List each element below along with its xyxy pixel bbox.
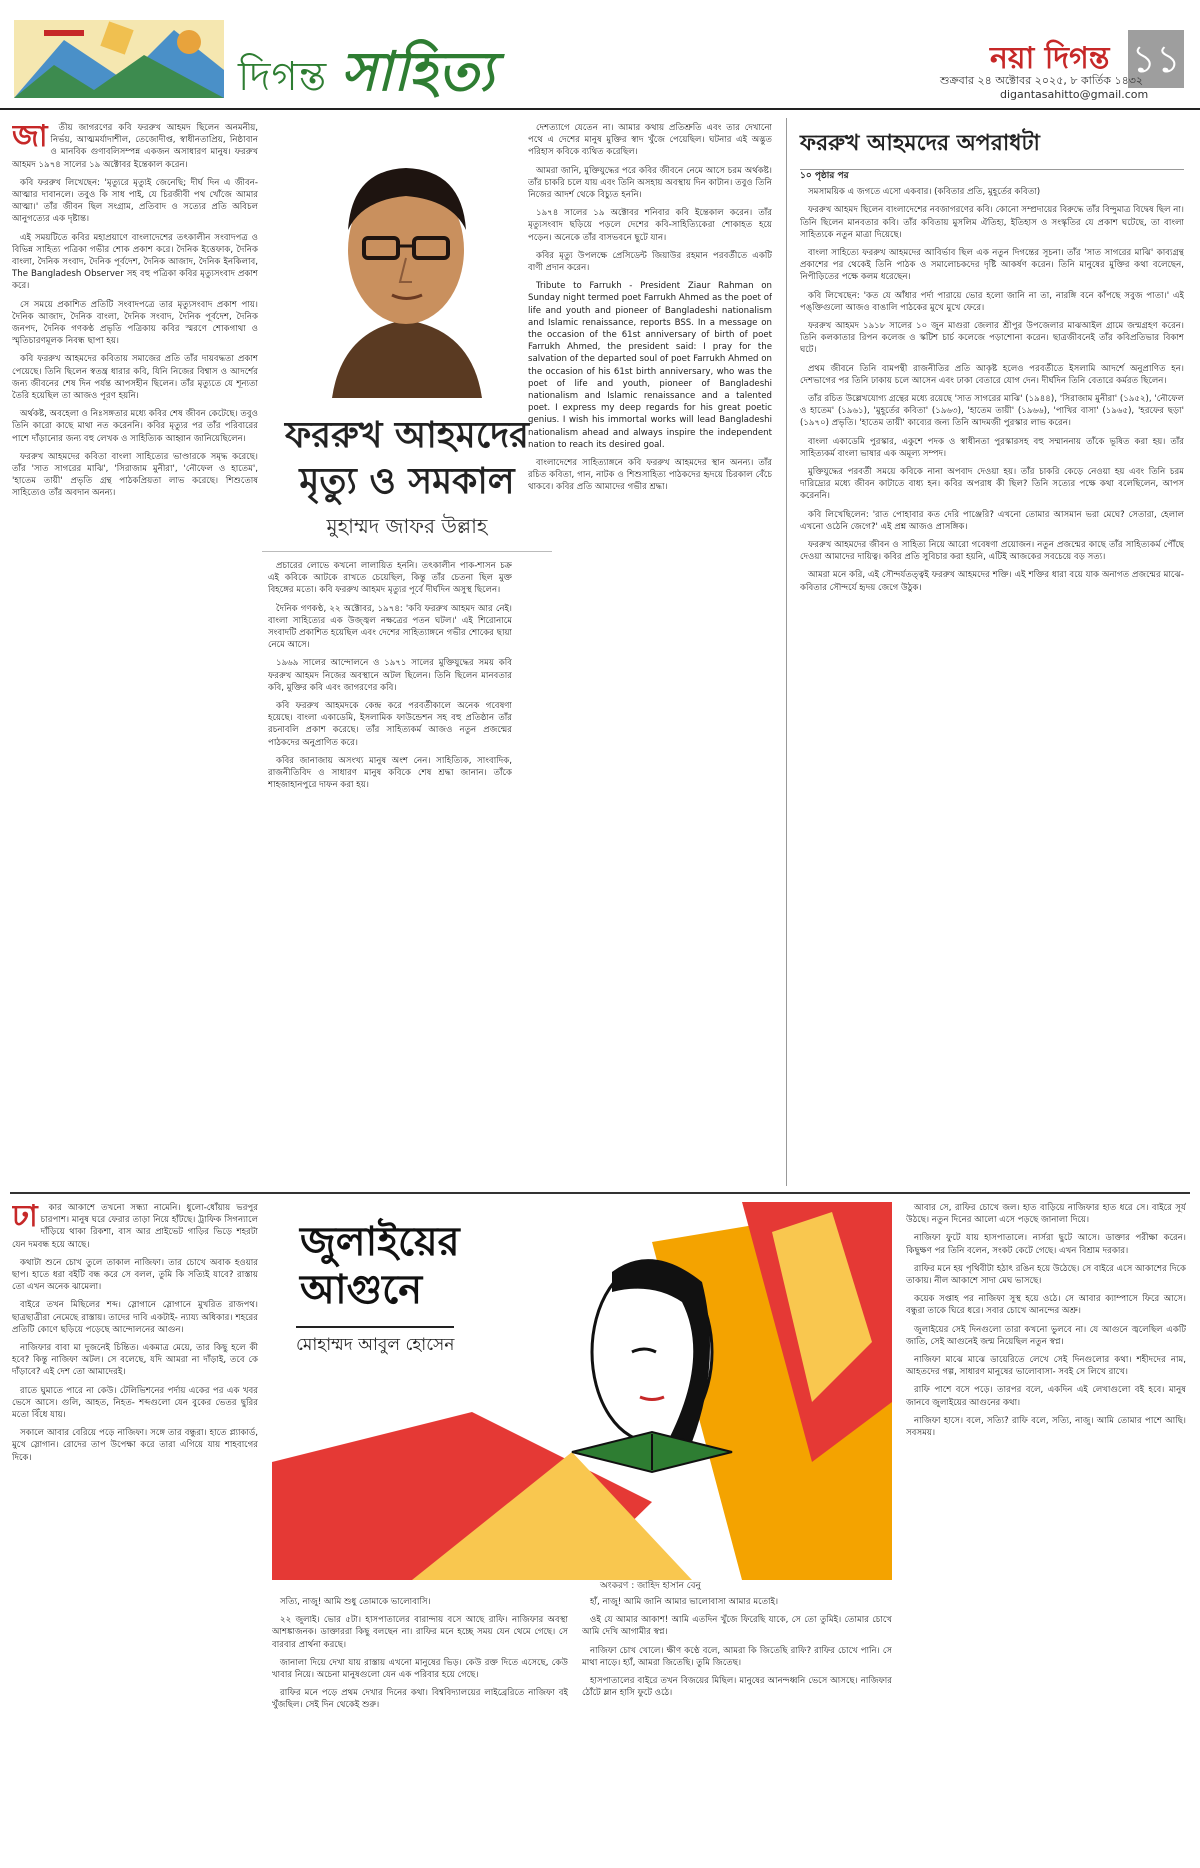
article2-paragraph: মুক্তিযুদ্ধের পরবর্তী সময়ে কবিকে নানা অপবাদ দেওয়া হয়। তাঁর চাকরি কেড়ে নেওয়া হয় এবং তিনি চরম দারিদ্র্যের মধ্যে জীবন কাটাতে বাধ্য হন। কবির অপরাধ কী ছিল? তিনি সত্যের পক্ষে কথা বলেছিলেন, আপস করেননি। — [800, 467, 1184, 502]
article3-paragraph: কার আকাশে তখনো সন্ধ্যা নামেনি। ধুলো-ধোঁয়ায় ভরপুর চারপাশ। মানুষ ঘরে ফেরার তাড়া নিয়ে হাঁটছে। ট্রাফিক সিগন্যালে দাঁড়িয়ে থাকা রিকশা, বাস আর প্রাইভেট গাড়ির ভিড়ে শহরটা যেন দমবন্ধ হয়ে আছে। — [12, 1203, 258, 1250]
dateline: শুক্রবার ২৪ অক্টোবর ২০২৫, ৮ কার্তিক ১৪৩২ — [940, 74, 1144, 87]
article3-paragraph: রাফি পাশে বসে পড়ে। তারপর বলে, একদিন এই লেখাগুলো বই হবে। মানুষ জানবে জুলাইয়ের আগুনের কথা। — [906, 1385, 1186, 1408]
article3-paragraph: নাজিফা মাঝে মাঝে ডায়েরিতে লেখে সেই দিনগুলোর কথা। শহীদদের নাম, আহতদের গল্প, সাধারণ মানুষের ভালোবাসা- সবই সে লিখে রাখে। — [906, 1355, 1186, 1378]
article3-paragraph: সকালে আবার বেরিয়ে পড়ে নাজিফা। সঙ্গে তার বন্ধুরা। হাতে প্ল্যাকার্ড, মুখে স্লোগান। রোদের তাপ উপেক্ষা করে তারা এগিয়ে যায় শাহবাগের দিকে। — [12, 1428, 258, 1463]
page-number-badge: ১১ — [1128, 30, 1184, 88]
article1-paragraph: সে সময়ে প্রকাশিত প্রতিটি সংবাদপত্রে তার মৃত্যুসংবাদ প্রকাশ পায়। দৈনিক আজাদ, দৈনিক বাংলা, দৈনিক সংবাদ, দৈনিক পূর্বদেশ, দৈনিক জনপদ, দৈনিক গণকণ্ঠ প্রভৃতি পত্রিকায় কবির স্মরণে শোকগাথা ও স্মৃতিচারণমূলক নিবন্ধ ছাপা হয়। — [12, 299, 258, 347]
article3-paragraph: কয়েক সপ্তাহ পর নাজিফা সুস্থ হয়ে ওঠে। সে আবার ক্যাম্পাসে ফিরে আসে। বন্ধুরা তাকে ঘিরে ধরে। সবার চোখে আনন্দের অশ্রু। — [906, 1294, 1186, 1317]
article1-paragraph: দৈনিক গণকণ্ঠ, ২২ অক্টোবর, ১৯৭৪: 'কবি ফররুখ আহমদ আর নেই। বাংলা সাহিত্যের এক উজ্জ্বল নক্ষত্রের পতন ঘটল।' এই শিরোনামে সংবাদটি প্রকাশিত হয়েছিল এবং দেশের সাহিত্যাঙ্গনে গভীর শোকের ছায়া নেমে আসে। — [268, 603, 512, 651]
illustration-credit: অংকরণ : জাহিদ হাসান বেনু — [600, 1581, 701, 1591]
article2-paragraph: কবি লিখেছিলেন: 'রাত পোহাবার কত দেরি পাঞ্জেরি? এখনো তোমার আসমান ভরা মেঘে? সেতারা, হেলাল এখনো ওঠেনি জেগে?' এই প্রশ্ন আজও প্রাসঙ্গিক। — [800, 509, 1184, 532]
article3-paragraph: রাতে ঘুমাতে পারে না কেউ। টেলিভিশনের পর্দায় একের পর এক খবর ভেসে আসে। গুলি, আহত, নিহত- শব্দগুলো যেন বুকের ভেতর ছুরির মতো বিঁধে যায়। — [12, 1385, 258, 1421]
article1-column-2 — [268, 560, 512, 1180]
article3-paragraph: জানালা দিয়ে দেখা যায় রাস্তায় এখনো মানুষের ভিড়। কেউ রক্ত দিতে এসেছে, কেউ খাবার নিয়ে। অচেনা মানুষগুলো যেন এক পরিবার হয়ে গেছে। — [272, 1657, 568, 1681]
article3-title-line-2: আগুনে — [300, 1266, 423, 1313]
article1-column-3 — [528, 122, 772, 1182]
article2-body — [800, 170, 1184, 1180]
article1-paragraph: কবি ফররুখ লিখেছেন: 'মৃত্যুরে মৃত্যুই জেনেছি; দীর্ঘ দিন এ জীবন- আত্মার দাবানলে। তবুও কি সাধ পাই, যে চিরজীবী পথ খোঁজে আমার আত্মা।' তাঁর জীবন ছিল সংগ্রাম, প্রতিবাদ ও সত্যের প্রতি অবিচল আনুগত্যের এক দৃষ্টান্ত। — [12, 177, 258, 225]
section-divider — [10, 1192, 1190, 1194]
article1-paragraph: ১৯৬৯ সালের আন্দোলনে ও ১৯৭১ সালের মুক্তিযুদ্ধের সময় কবি ফররুখ আহমদ নিজের অবস্থানে অটল ছিলেন। তিনি ছিলেন মানবতার কবি, মুক্তির কবি এবং জাগরণের কবি। — [268, 658, 512, 693]
article3-paragraph: নাজিফা হাসে। বলে, সত্যি? রাফি বলে, সত্যি, নাজু। আমি তোমার পাশে আছি। সবসময়। — [906, 1415, 1186, 1439]
article2-paragraph: বাংলা সাহিত্যে ফররুখ আহমদের আবির্ভাব ছিল এক নতুন দিগন্তের সূচনা। তাঁর 'সাত সাগরের মাঝি' কাব্যগ্রন্থ প্রকাশের পর থেকেই তিনি পাঠক ও সমালোচকদের দৃষ্টি আকর্ষণ করেন। তিনি মানুষের মুক্তির কথা বলেছেন, নিপীড়িতের পক্ষে কলম ধরেছেন। — [800, 248, 1184, 283]
paper-name: নয়া দিগন্ত — [990, 41, 1110, 76]
article2-title: ফররুখ আহমদের অপরাধটা — [800, 126, 1184, 170]
article1-paragraph: ১৯৭৪ সালের ১৯ অক্টোবর শনিবার কবি ইন্তেকাল করেন। তাঁর মৃত্যুসংবাদ ছড়িয়ে পড়লে দেশের কবি-সাহিত্যিকেরা শোকাহত হয়ে পড়েন। অনেকে তাঁর বাসভবনে ছুটে যান। — [528, 208, 772, 243]
article2-continued-label: ১০ পৃষ্ঠার পর — [800, 171, 849, 181]
article2-paragraph: তাঁর রচিত উল্লেখযোগ্য গ্রন্থের মধ্যে রয়েছে 'সাত সাগরের মাঝি' (১৯৪৪), 'সিরাজাম মুনীরা' (১৯৫২), 'নৌফেল ও হাতেম' (১৯৬১), 'মুহূর্তের কবিতা' (১৯৬৩), 'হাতেম তায়ী' (১৯৬৬), 'পাখির বাসা' (১৯৬৫), 'হরফের ছড়া' (১৯৭০) প্রভৃতি। 'হাতেম তায়ী' কাব্যের জন্য তিনি আদমজী পুরস্কার লাভ করেন। — [800, 394, 1184, 429]
article3-paragraph: নাজিফা চোখ খোলে। ক্ষীণ কণ্ঠে বলে, আমরা কি জিতেছি রাফি? রাফির চোখে পানি। সে মাথা নাড়ে। হ্যাঁ, আমরা জিতেছি। তুমি জিতেছ। — [582, 1645, 892, 1668]
article3-author: মোহাম্মদ আবুল হোসেন — [296, 1326, 454, 1360]
article2-paragraph: ফররুখ আহমদ ছিলেন বাংলাদেশের নবজাগরণের কবি। কোনো সম্প্রদায়ের বিরুদ্ধে তাঁর বিন্দুমাত্র বিদ্বেষ ছিল না। তিনি ছিলেন মানবতার কবি। তাঁর কবিতায় মুসলিম ঐতিহ্য, ইতিহাস ও সংস্কৃতির যে প্রকাশ ঘটেছে, তা বাংলা সাহিত্যকে নতুন মাত্রা দিয়েছে। — [800, 205, 1184, 240]
article3-paragraph: ওই যে আমার আকাশ! আমি এতদিন খুঁজে ফিরেছি যাকে, সে তো তুমিই। তোমার চোখে আমি দেখি আগামীর স্বপ্ন। — [582, 1615, 892, 1638]
article1-paragraph: কবির মৃত্যু উপলক্ষে প্রেসিডেন্ট জিয়াউর রহমান পরবর্তীতে একটি বাণী প্রদান করেন। — [528, 250, 772, 274]
article1-paragraph: এই সময়টিতে কবির মহাপ্রয়াণে বাংলাদেশের তৎকালীন সংবাদপত্র ও বিভিন্ন সাহিত্য পত্রিকা গভীর শোক প্রকাশ করে। দৈনিক ইত্তেফাক, দৈনিক বাংলা, দৈনিক সংবাদ, দৈনিক পূর্বদেশ, দৈনিক আজাদ, দৈনিক ইনকিলাব, The Bangladesh Observer সহ বহু পত্রিকা কবির মৃত্যুসংবাদ প্রকাশ করে। — [12, 232, 258, 292]
article1-paragraph: অর্থকষ্ট, অবহেলা ও নিঃসঙ্গতার মধ্যে কবির শেষ জীবন কেটেছে। তবুও তিনি কারো কাছে মাথা নত করেননি। কবির মৃত্যুর পর তাঁর পরিবারের পাশে দাঁড়ানোর জন্য বহু লেখক ও সাহিত্যিক আহ্বান জানিয়েছিলেন। — [12, 409, 258, 444]
article1-paragraph: প্রচারের লোভে কখনো লালায়িত হননি। তৎকালীন পাক-শাসন চক্র এই কবিকে আটকে রাখতে চেয়েছিল, কিন্তু তাঁর চেতনা ছিল মুক্ত বিহঙ্গের মতো। কবি ফররুখ আহমদ মৃত্যুর পূর্বে দীর্ঘদিন অসুস্থ ছিলেন। — [268, 561, 512, 596]
article3-paragraph: নাজিফার বাবা মা দুজনেই চিন্তিত। একমাত্র মেয়ে, তার কিছু হলে কী হবে? কিন্তু নাজিফা অটল। সে বলেছে, যদি আমরা না দাঁড়াই, তবে কে দাঁড়াবে? এই দেশ তো আমাদেরই। — [12, 1343, 258, 1378]
section-word-1: দিগন্ত — [238, 54, 328, 100]
section-title — [238, 30, 495, 120]
article3-column-2 — [272, 1596, 568, 1854]
article1-paragraph: আমরা জানি, মুক্তিযুদ্ধের পরে কবির জীবনে নেমে আসে চরম অর্থকষ্ট। তাঁর চাকরি চলে যায় এবং তিনি অসহায় অবস্থায় দিন কাটান। তবুও তিনি নিজের আদর্শ থেকে বিচ্যুত হননি। — [528, 165, 772, 201]
article3-paragraph: রাফির মনে হয় পৃথিবীটা হঠাৎ রঙিন হয়ে উঠেছে। সে বাইরে এসে আকাশের দিকে তাকায়। নীল আকাশে সাদা মেঘ ভাসছে। — [906, 1263, 1186, 1287]
article1-paragraph: ফররুখ আহমদের কবিতা বাংলা সাহিত্যের ভাণ্ডারকে সমৃদ্ধ করেছে। তাঁর 'সাত সাগরের মাঝি', 'সিরাজাম মুনীরা', 'নৌফেল ও হাতেম', 'হাতেম তায়ী' প্রভৃতি গ্রন্থ পাঠকপ্রিয়তা লাভ করেছে। শিশুতোষ সাহিত্যেও তাঁর অবদান অনন্য। — [12, 451, 258, 499]
article2-paragraph: সমসাময়িক এ জগতে এসো একবার। (কবিতার প্রতি, মুহূর্তের কবিতা) — [808, 187, 1041, 198]
article3-paragraph: সত্যি, নাজু! আমি শুধু তোমাকে ভালোবাসি। — [280, 1597, 431, 1607]
poet-portrait — [272, 130, 540, 398]
article3-paragraph: রাফির মনে পড়ে প্রথম দেখার দিনের কথা। বিশ্ববিদ্যালয়ের লাইব্রেরিতে নাজিফা বই খুঁজছিল। সেই দিন থেকেই শুরু। — [272, 1688, 568, 1711]
article1-paragraph: কবি ফররুখ আহমদকে কেন্দ্র করে পরবর্তীকালে অনেক গবেষণা হয়েছে। বাংলা একাডেমি, ইসলামিক ফাউন্ডেশন সহ বহু প্রতিষ্ঠান তাঁর রচনাবলি প্রকাশ করেছে। তাঁর সাহিত্যকর্ম আজও নতুন প্রজন্মের পাঠকদের অনুপ্রাণিত করে। — [268, 701, 512, 748]
article3-column-3 — [582, 1596, 892, 1854]
article3-paragraph: ২২ জুলাই। ভোর ৫টা। হাসপাতালের বারান্দায় বসে আছে রাফি। নাজিফার অবস্থা আশঙ্কাজনক। ডাক্তাররা কিছু বলছেন না। রাফির মনে হচ্ছে সময় যেন থেমে গেছে। সে বারবার প্রার্থনা করছে। — [272, 1615, 568, 1650]
article3-title-line-1: জুলাইয়ের — [300, 1218, 460, 1265]
article1-paragraph: তীয় জাগরণের কবি ফররুখ আহমদ ছিলেন অনমনীয়, নির্ভয়, আত্মমর্যাদাশীল, তেজোদীপ্ত, স্বাধীনতাপ্রিয়, নিষ্ঠাবান ও মানবিক গুণাবলিসম্পন্ন একজন অসাধারণ মানুষ। ফররুখ আহমদ ১৯৭৪ সালের ১৯ অক্টোবর ইন্তেকাল করেন। — [12, 123, 258, 170]
article3-paragraph: বাইরে তখন মিছিলের শব্দ। স্লোগানে স্লোগানে মুখরিত রাজপথ। ছাত্রছাত্রীরা নেমেছে রাস্তায়। তাদের দাবি একটাই- ন্যায্য অধিকার। শহরের প্রতিটি কোণে ছড়িয়ে পড়েছে আন্দোলনের আগুন। — [12, 1300, 258, 1335]
article2-paragraph: বাংলা একাডেমি পুরস্কার, একুশে পদক ও স্বাধীনতা পুরস্কারসহ বহু সম্মাননায় তাঁকে ভূষিত করা হয়। তাঁর সাহিত্যকর্ম বাংলা ভাষার এক অমূল্য সম্পদ। — [800, 436, 1184, 459]
article3-drop-cap: ঢা — [12, 1202, 38, 1234]
article3-column-4 — [906, 1202, 1186, 1854]
article3-paragraph: নাজিফা ফুটে যায় হাসপাতালে। নার্সরা ছুটে আসে। ডাক্তার পরীক্ষা করেন। কিছুক্ষণ পর তিনি বলেন, সংকট কেটে গেছে। এখন বিশ্রাম দরকার। — [906, 1233, 1186, 1256]
section-logo-art — [14, 20, 224, 98]
article3-title — [300, 1218, 460, 1314]
article1-english-tribute: Tribute to Farrukh - President Ziaur Rahman on Sunday night termed poet Farrukh Ahmed as the poet of life and youth and pioneer of Bangladeshi nationalism and Islamic renaissance, reports BSS. In a message on the occasion of the 61st anniversary of birth of poet Farrukh Ahmed, the president said: I pray for the salvation of the departed soul of poet Farrukh Ahmed on the occasion of his 61st birth anniversary, who was the poet of life and youth, pioneer of Bangladeshi nationalism and Islamic renaissance and a talented poet. I express my deep regards for his great poetic genius. I wish his immortal works will lead Bangladeshi nationalism ahead and always inspire the independent nation to reach its desired goal. — [528, 281, 772, 450]
article3-paragraph: কথাটা শুনে চোখ তুলে তাকাল নাজিফা। তার চোখে অবাক হওয়ার ছাপ। হাতে ধরা বইটি বন্ধ করে সে বলল, তুমি কি সত্যিই যাবে? রাস্তায় তো এখন অনেক ঝামেলা। — [12, 1257, 258, 1293]
article3-paragraph: হাঁ, নাজু! আমি জানি আমার ভালোবাসা আমার মতোই। — [590, 1597, 779, 1607]
column-divider — [786, 118, 787, 1186]
article1-author: মুহাম্মদ জাফর উল্লাহ — [262, 512, 552, 552]
article2-paragraph: প্রথম জীবনে তিনি বামপন্থী রাজনীতির প্রতি আকৃষ্ট হলেও পরবর্তীতে ইসলামি আদর্শে অনুপ্রাণিত হন। দেশভাগের পর তিনি ঢাকায় চলে আসেন এবং ঢাকা বেতারে যোগ দেন। দীর্ঘদিন তিনি বেতারে কর্মরত ছিলেন। — [800, 363, 1184, 386]
article1-title: ফররুখ আহমদের মৃত্যু ও সমকাল — [285, 414, 529, 502]
masthead — [0, 0, 1200, 110]
article1-column-1 — [12, 122, 258, 1182]
article3-paragraph: হাসপাতালের বাইরে তখন বিজয়ের মিছিল। মানুষের আনন্দধ্বনি ভেসে আসছে। নাজিফার ঠোঁটে ম্লান হাসি ফুটে ওঠে। — [582, 1676, 892, 1699]
article3-column-1 — [12, 1202, 258, 1854]
article3-paragraph: আবার সে, রাফির চোখে জল। হাত বাড়িয়ে নাজিফার হাত ধরে সে। বাইরে সূর্য উঠছে। নতুন দিনের আলো এসে পড়ছে জানালা দিয়ে। — [906, 1203, 1186, 1226]
website-link[interactable]: digantasahitto@gmail.com — [1000, 88, 1149, 101]
article2-paragraph: ফররুখ আহমদের জীবন ও সাহিত্য নিয়ে আরো গবেষণা প্রয়োজন। নতুন প্রজন্মের কাছে তাঁর সাহিত্যকর্ম পৌঁছে দেওয়া আমাদের দায়িত্ব। কবির প্রতি সুবিচার করা হয়নি, এটিই আজকের সবচেয়ে বড় সত্য। — [800, 540, 1184, 563]
article1-drop-cap: জা — [12, 122, 48, 154]
section-word-2: সাহিত্য — [340, 39, 496, 103]
article2-paragraph: ফররুখ আহমদ ১৯১৮ সালের ১০ জুন মাগুরা জেলার শ্রীপুর উপজেলার মাঝআইল গ্রামে জন্মগ্রহণ করেন। তিনি কলকাতার রিপন কলেজ ও স্কটিশ চার্চ কলেজে পড়াশোনা করেন। ছাত্রজীবনেই তাঁর কবিপ্রতিভার বিকাশ ঘটে। — [800, 321, 1184, 356]
article1-paragraph: কবি ফররুখ আহমদের কবিতায় সমাজের প্রতি তাঁর দায়বদ্ধতা প্রকাশ পেয়েছে। তিনি ছিলেন স্বতন্ত্র ধারার কবি, যিনি নিজের বিশ্বাস ও আদর্শের জন্য জীবনের শেষ দিন পর্যন্ত আপসহীন ছিলেন। তাঁর মৃত্যুতে যে শূন্যতা তৈরি হয়েছিল তা আজও পূরণ হয়নি। — [12, 354, 258, 402]
article2-paragraph: আমরা মনে করি, এই সৌন্দর্যতত্ত্বই ফররুখ আহমদের শক্তি। এই শক্তির ধারা বয়ে যাক অনাগত প্রজন্মের মাঝে- কবিতার সৌন্দর্যে হৃদয় জেগে উঠুক। — [800, 570, 1184, 593]
article2-paragraph: কবি লিখেছেন: 'কত যে আঁধার পর্দা পারায়ে ভোর হলো জানি না তা, নারঙ্গি বনে কাঁপছে সবুজ পাতা।' এই পঙ্‌ক্তিগুলো আজও বাঙালি পাঠকের মুখে মুখে ফেরে। — [800, 290, 1184, 313]
article1-paragraph: দেশত্যাগে যেতেন না। আমার কথায় প্রতিশ্রুতি এবং তার দেখানো পথে এ দেশের মানুষ মুক্তির স্বাদ খুঁজে পেয়েছিল। ঘটনার এই অদ্ভুত পরিহাস কবিকে ব্যথিত করেছিল। — [528, 123, 772, 158]
article3-paragraph: জুলাইয়ের সেই দিনগুলো তারা কখনো ভুলবে না। যে আগুনে জ্বলেছিল একটি জাতি, সেই আগুনেই জন্ম নিয়েছিল নতুন স্বপ্ন। — [906, 1324, 1186, 1347]
article1-paragraph: বাংলাদেশের সাহিত্যাঙ্গনে কবি ফররুখ আহমদের স্থান অনন্য। তাঁর রচিত কবিতা, গান, নাটক ও শিশুসাহিত্য পাঠকদের হৃদয়ে চিরকাল বেঁচে থাকবে। কবির প্রতি আমাদের গভীর শ্রদ্ধা। — [528, 458, 772, 493]
article1-paragraph: কবির জানাজায় অসংখ্য মানুষ অংশ নেন। সাহিত্যিক, সাংবাদিক, রাজনীতিবিদ ও সাধারণ মানুষ কবিকে শেষ শ্রদ্ধা জানান। তাঁকে শাহজাহানপুরে দাফন করা হয়। — [268, 755, 512, 791]
